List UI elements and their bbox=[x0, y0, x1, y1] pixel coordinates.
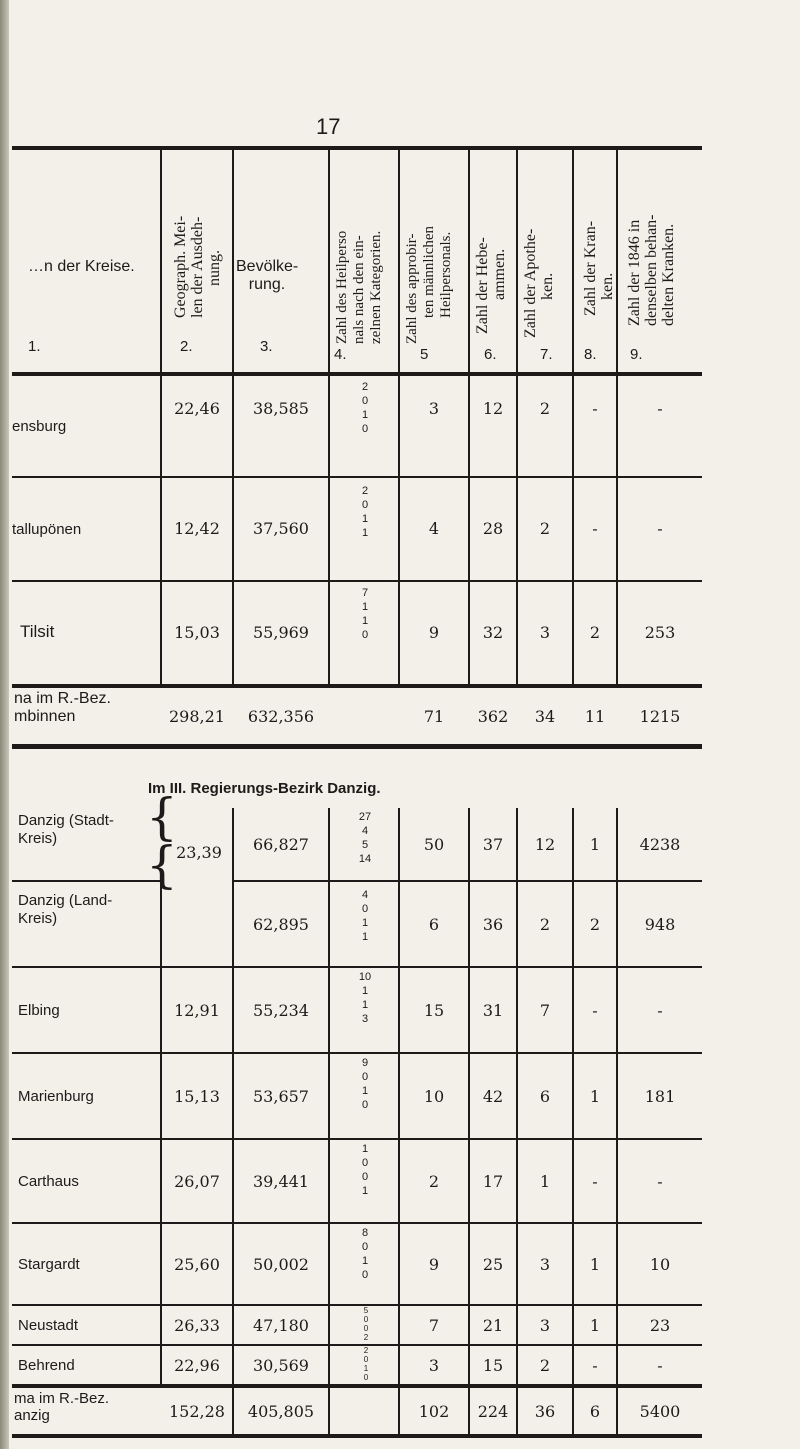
pharmacies-value: 3 bbox=[539, 1254, 551, 1274]
col-rule bbox=[328, 808, 330, 1434]
pharmacies-value: 1 bbox=[539, 1171, 551, 1191]
total-label bbox=[14, 690, 160, 726]
total-bottom-rule bbox=[12, 744, 702, 749]
category-value: 1 bbox=[361, 1185, 369, 1197]
hospitals-value: 1 bbox=[589, 834, 601, 854]
brace-top: { bbox=[146, 788, 178, 846]
category-value: 5 bbox=[363, 1306, 369, 1315]
physicians-value: 9 bbox=[428, 1254, 440, 1274]
population-value: 38,585 bbox=[253, 398, 309, 418]
category-value: 0 bbox=[361, 395, 369, 407]
hospitals-value: - bbox=[592, 398, 598, 418]
population-value: 55,969 bbox=[253, 622, 309, 642]
patients-value: - bbox=[657, 398, 663, 418]
population-value: 62,895 bbox=[253, 914, 309, 934]
category-stack bbox=[350, 888, 380, 944]
population-value: 405,805 bbox=[247, 1401, 315, 1421]
hospitals-value: - bbox=[592, 1171, 598, 1191]
hospitals-value: 6 bbox=[589, 1401, 601, 1421]
district-name bbox=[18, 892, 158, 928]
col-2-number: 2. bbox=[180, 338, 193, 355]
area-value: 26,33 bbox=[174, 1315, 220, 1335]
population-value: 55,234 bbox=[253, 1000, 309, 1020]
hospitals-value: - bbox=[592, 1355, 598, 1375]
population-value: 37,560 bbox=[253, 518, 309, 538]
category-stack bbox=[350, 586, 380, 642]
district-name: Neustadt bbox=[18, 1316, 79, 1334]
district-name: Elbing bbox=[18, 1001, 60, 1019]
midwives-value: 17 bbox=[482, 1171, 504, 1191]
population-value: 30,569 bbox=[253, 1355, 309, 1375]
category-value: 2 bbox=[363, 1333, 369, 1342]
population-value: 53,657 bbox=[253, 1086, 309, 1106]
col-5-number: 5 bbox=[420, 346, 429, 363]
total-label-line-2: mbinnen bbox=[14, 708, 76, 725]
col-8-header-line-1: Zahl der Kran- bbox=[582, 220, 599, 316]
pharmacies-value: 7 bbox=[539, 1000, 551, 1020]
population-value: 50,002 bbox=[253, 1254, 309, 1274]
category-value: 2 bbox=[361, 381, 369, 393]
category-value: 0 bbox=[363, 1315, 369, 1324]
col-8-number: 8. bbox=[584, 346, 597, 363]
section-heading: Im III. Regierungs-Bezirk Danzig. bbox=[148, 780, 381, 797]
total-label-line-1: na im R.-Bez. bbox=[14, 690, 111, 707]
category-value: 8 bbox=[361, 1227, 369, 1239]
area-value: 22,96 bbox=[174, 1355, 220, 1375]
hospitals-value: 2 bbox=[589, 914, 601, 934]
col-6-header-line-1: Zahl der Hebe- bbox=[474, 237, 491, 334]
category-value: 1 bbox=[361, 985, 369, 997]
brace-bottom: { bbox=[146, 836, 178, 894]
pharmacies-value: 36 bbox=[534, 1401, 556, 1421]
pharmacies-value: 6 bbox=[539, 1086, 551, 1106]
patients-value: 10 bbox=[649, 1254, 671, 1274]
category-value: 10 bbox=[358, 971, 372, 983]
physicians-value: 2 bbox=[428, 1171, 440, 1191]
total-label-line-1: ma im R.-Bez. bbox=[14, 1390, 110, 1407]
col-2-header-line-1: Geograph. Mei- bbox=[172, 215, 189, 318]
category-value: 0 bbox=[361, 1071, 369, 1083]
category-value: 1 bbox=[361, 527, 369, 539]
col-rule bbox=[328, 148, 330, 688]
pharmacies-value: 2 bbox=[539, 398, 551, 418]
midwives-value: 15 bbox=[482, 1355, 504, 1375]
pharmacies-value: 34 bbox=[534, 706, 556, 726]
col-7-header-line-2: ken. bbox=[539, 272, 556, 300]
district-name: Tilsit bbox=[20, 622, 55, 641]
category-stack bbox=[360, 1346, 372, 1382]
area-value: 25,60 bbox=[174, 1254, 220, 1274]
pharmacies-value: 3 bbox=[539, 1315, 551, 1335]
col-1-header: …n der Kreise. bbox=[28, 258, 135, 275]
category-value: 0 bbox=[361, 499, 369, 511]
district-name-line-1: Danzig (Land- bbox=[18, 892, 113, 909]
category-value: 0 bbox=[361, 629, 369, 641]
physicians-value: 9 bbox=[428, 622, 440, 642]
category-value: 1 bbox=[363, 1364, 369, 1373]
midwives-value: 21 bbox=[482, 1315, 504, 1335]
col-2-header-line-3: nung. bbox=[206, 250, 223, 286]
midwives-value: 28 bbox=[482, 518, 504, 538]
patients-value: - bbox=[657, 518, 663, 538]
patients-value: - bbox=[657, 1000, 663, 1020]
pharmacies-value: 2 bbox=[539, 914, 551, 934]
col-4-header-line-3: zelnen Kategorien. bbox=[368, 230, 384, 344]
physicians-value: 4 bbox=[428, 518, 440, 538]
district-name: Marienburg bbox=[18, 1087, 94, 1105]
category-value: 1 bbox=[361, 615, 369, 627]
category-value: 0 bbox=[361, 1171, 369, 1183]
col-3-header bbox=[236, 258, 298, 294]
pharmacies-value: 3 bbox=[539, 622, 551, 642]
patients-value: 253 bbox=[644, 622, 676, 642]
category-value: 9 bbox=[361, 1057, 369, 1069]
category-value: 1 bbox=[361, 601, 369, 613]
patients-value: 181 bbox=[644, 1086, 676, 1106]
category-stack bbox=[350, 1142, 380, 1198]
physicians-value: 15 bbox=[423, 1000, 445, 1020]
category-stack bbox=[360, 1306, 372, 1342]
district-name: Carthaus bbox=[18, 1172, 79, 1190]
category-value: 4 bbox=[361, 889, 369, 901]
category-value: 14 bbox=[358, 853, 372, 865]
population-value: 39,441 bbox=[253, 1171, 309, 1191]
category-value: 1 bbox=[361, 409, 369, 421]
patients-value: - bbox=[657, 1171, 663, 1191]
category-value: 0 bbox=[361, 1157, 369, 1169]
row-rule bbox=[12, 880, 162, 882]
population-value: 47,180 bbox=[253, 1315, 309, 1335]
category-value: 27 bbox=[358, 811, 372, 823]
district-name: ensburg bbox=[12, 417, 67, 435]
category-value: 7 bbox=[361, 587, 369, 599]
page-number: 17 bbox=[316, 114, 341, 139]
midwives-value: 32 bbox=[482, 622, 504, 642]
category-value: 1 bbox=[361, 1143, 369, 1155]
col-4-header-line-1: Zahl des Heilperso bbox=[334, 230, 350, 344]
col-5-header-line-3: Heilpersonals. bbox=[438, 231, 454, 318]
col-9-number: 9. bbox=[630, 346, 643, 363]
pharmacies-value: 12 bbox=[534, 834, 556, 854]
midwives-value: 224 bbox=[477, 1401, 509, 1421]
col-3-header-line-1: Bevölke- bbox=[236, 258, 299, 275]
patients-value: - bbox=[657, 1355, 663, 1375]
category-value: 0 bbox=[363, 1324, 369, 1333]
col-7-number: 7. bbox=[540, 346, 553, 363]
category-value: 0 bbox=[361, 1099, 369, 1111]
area-value: 298,21 bbox=[169, 706, 225, 726]
physicians-value: 71 bbox=[423, 706, 445, 726]
midwives-value: 42 bbox=[482, 1086, 504, 1106]
category-value: 0 bbox=[361, 903, 369, 915]
physicians-value: 50 bbox=[423, 834, 445, 854]
category-stack bbox=[350, 970, 380, 1026]
col-9-header-line-3: delten Kranken. bbox=[660, 223, 677, 326]
district-name bbox=[18, 812, 158, 848]
category-stack bbox=[350, 1056, 380, 1112]
col-8-header-line-2: ken. bbox=[599, 272, 616, 300]
col-6-header-line-2: ammen. bbox=[491, 248, 508, 300]
area-value: 15,03 bbox=[174, 622, 220, 642]
district-name-line-2: Kreis) bbox=[18, 830, 58, 847]
category-value: 4 bbox=[361, 825, 369, 837]
category-stack bbox=[350, 1226, 380, 1282]
district-name-line-1: Danzig (Stadt- bbox=[18, 812, 114, 829]
hospitals-value: 2 bbox=[589, 622, 601, 642]
category-value: 0 bbox=[363, 1355, 369, 1364]
col-5-header-line-2: ten männlichen bbox=[421, 225, 437, 318]
district-name-line-2: Kreis) bbox=[18, 910, 58, 927]
col-6-number: 6. bbox=[484, 346, 497, 363]
category-stack bbox=[350, 484, 380, 540]
area-value: 152,28 bbox=[169, 1401, 225, 1421]
col-9-header-line-2: denselben behan- bbox=[643, 214, 660, 326]
physicians-value: 102 bbox=[418, 1401, 450, 1421]
hospitals-value: 1 bbox=[589, 1315, 601, 1335]
area-value: 12,42 bbox=[174, 518, 220, 538]
category-value: 3 bbox=[361, 1013, 369, 1025]
district-name: Stargardt bbox=[18, 1255, 80, 1273]
category-value: 0 bbox=[361, 1241, 369, 1253]
midwives-value: 37 bbox=[482, 834, 504, 854]
category-value: 1 bbox=[361, 513, 369, 525]
hospitals-value: 1 bbox=[589, 1254, 601, 1274]
population-value: 66,827 bbox=[253, 834, 309, 854]
category-value: 1 bbox=[361, 931, 369, 943]
area-value: 15,13 bbox=[174, 1086, 220, 1106]
area-value: 22,46 bbox=[174, 398, 220, 418]
total-label bbox=[14, 1390, 160, 1424]
physicians-value: 7 bbox=[428, 1315, 440, 1335]
pharmacies-value: 2 bbox=[539, 518, 551, 538]
midwives-value: 36 bbox=[482, 914, 504, 934]
physicians-value: 6 bbox=[428, 914, 440, 934]
category-value: 0 bbox=[363, 1373, 369, 1382]
hospitals-value: 11 bbox=[584, 706, 606, 726]
patients-value: 1215 bbox=[639, 706, 681, 726]
category-value: 1 bbox=[361, 1255, 369, 1267]
col-7-header-line-1: Zahl der Apothe- bbox=[522, 228, 539, 338]
hospitals-value: - bbox=[592, 518, 598, 538]
col-4-header-line-2: nals nach den ein- bbox=[351, 235, 367, 344]
midwives-value: 25 bbox=[482, 1254, 504, 1274]
hospitals-value: - bbox=[592, 1000, 598, 1020]
physicians-value: 3 bbox=[428, 398, 440, 418]
col-2-header-line-2: len der Ausdeh- bbox=[189, 216, 206, 318]
physicians-value: 10 bbox=[423, 1086, 445, 1106]
category-value: 2 bbox=[361, 485, 369, 497]
category-value: 0 bbox=[361, 423, 369, 435]
category-value: 1 bbox=[361, 917, 369, 929]
patients-value: 948 bbox=[644, 914, 676, 934]
col-9-header-line-1: Zahl der 1846 in bbox=[626, 219, 643, 326]
midwives-value: 362 bbox=[477, 706, 509, 726]
category-value: 2 bbox=[363, 1346, 369, 1355]
col-5-header-line-1: Zahl des approbir- bbox=[404, 233, 420, 344]
district-name: tallupönen bbox=[12, 520, 82, 538]
area-value: 12,91 bbox=[174, 1000, 220, 1020]
midwives-value: 31 bbox=[482, 1000, 504, 1020]
area-value: 26,07 bbox=[174, 1171, 220, 1191]
category-value: 1 bbox=[361, 999, 369, 1011]
total-bottom-rule bbox=[12, 1434, 702, 1438]
page-edge bbox=[0, 0, 9, 1449]
col-3-number: 3. bbox=[260, 338, 273, 355]
population-value: 632,356 bbox=[247, 706, 315, 726]
category-stack bbox=[350, 380, 380, 436]
danzig-area-value: 23,39 bbox=[176, 842, 222, 862]
category-stack bbox=[346, 810, 384, 866]
col-3-header-line-2: rung. bbox=[248, 276, 286, 293]
category-value: 1 bbox=[361, 1085, 369, 1097]
patients-value: 23 bbox=[649, 1315, 671, 1335]
patients-value: 4238 bbox=[639, 834, 681, 854]
district-name: Behrend bbox=[18, 1356, 75, 1374]
header-top-rule bbox=[12, 146, 702, 150]
col-4-number: 4. bbox=[334, 346, 347, 363]
category-value: 5 bbox=[361, 839, 369, 851]
patients-value: 5400 bbox=[639, 1401, 681, 1421]
category-value: 0 bbox=[361, 1269, 369, 1281]
total-label-line-2: anzig bbox=[14, 1407, 50, 1424]
physicians-value: 3 bbox=[428, 1355, 440, 1375]
midwives-value: 12 bbox=[482, 398, 504, 418]
pharmacies-value: 2 bbox=[539, 1355, 551, 1375]
col-1-number: 1. bbox=[28, 338, 41, 355]
hospitals-value: 1 bbox=[589, 1086, 601, 1106]
